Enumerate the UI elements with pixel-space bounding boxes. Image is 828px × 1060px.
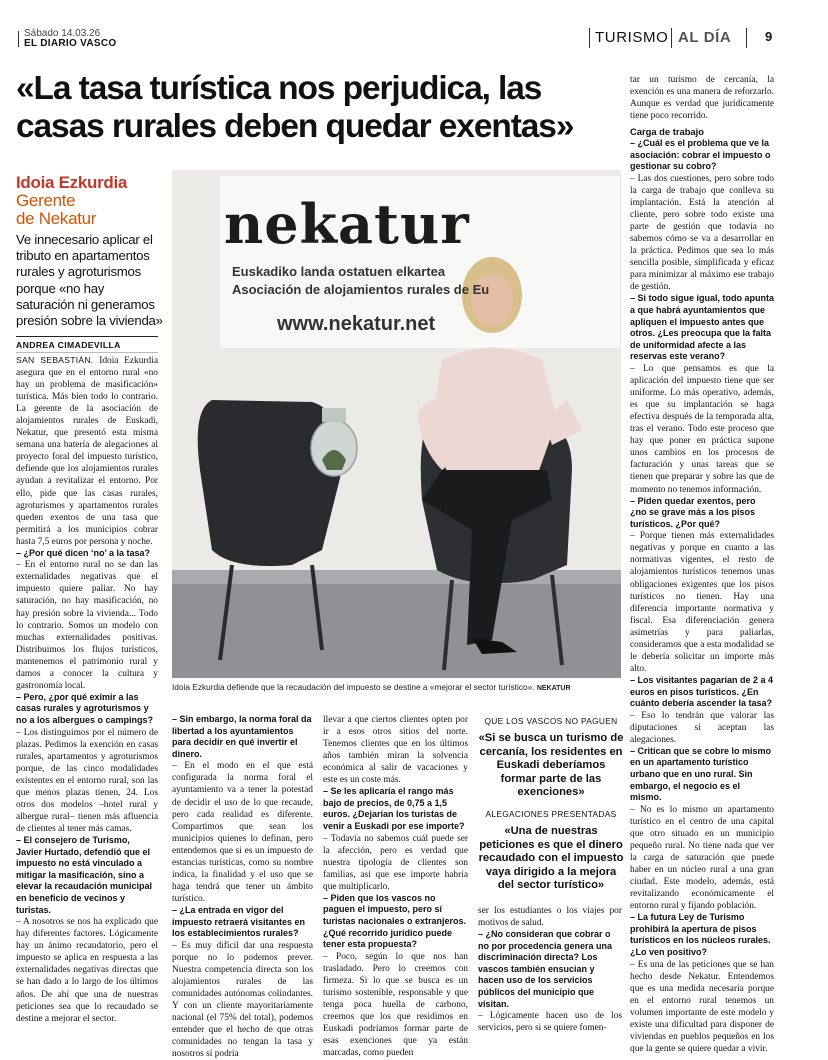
pullquote-2: «Una de nuestras peticiones es que el dinero recaudado con el impuesto vaya dirigido a la mejora del sector turístico» <box>478 824 624 892</box>
header-section: TURISMO <box>595 29 669 46</box>
photo-caption-text: Idoia Ezkurdia defiende que la recaudación del impuesto se destine a «mejorar el sector turístico». <box>172 682 535 692</box>
answer: – En el modo en el que está configurada la norma foral el ayuntamiento va a tener la potestad de decidir el uso de lo que recaude, pero cada realidad es diferente. Compartimos que sean los municipios quienes lo definan, pero entendemos que si es un impuesto de estancias turísticas, como su nombre indica, la finalidad y el uso que se haga tendrá que tener un ámbito turístico. <box>172 761 313 904</box>
question: – Sin embargo, la norma foral da libertad a los ayuntamientos para decidir en qué invertir el dinero. <box>172 714 312 759</box>
column-4 <box>478 905 622 1055</box>
pullquote-title-2: ALEGACIONES PRESENTADAS <box>485 808 617 819</box>
header-paper: EL DIARIO VASCO <box>24 38 117 49</box>
column-3 <box>323 714 468 1059</box>
answer: – Es muy difícil dar una respuesta porque no lo podemos prever. Nuestra competencia directa son los alojamientos rurales de las comunidades autónomas colindantes. Y con un cliente mayoritariamente nacional (el 75% del total), podemos entender que el hecho de que otras comunidades no tengan la tasa y nosotros sí podría <box>172 940 313 1060</box>
answer: – No es lo mismo un apartamento turístico en el centro de una capital que otro situado en un municipio pequeño rural. No tiene nada que ver la carga de saturación que puede haber en un núcleo rural a una gran ciudad. Este modelo, además, está revitalizando económicamente el entorno rural y fijando población. <box>630 804 774 912</box>
profile-lead: Ve innecesario aplicar el tributo en apartamentos rurales y agroturismos porque «no hay saturación ni generamos presión sobre la vivienda» <box>16 232 163 329</box>
question: – ¿Por qué dicen ‘no’ a la tasa? <box>16 547 151 558</box>
header-rule-left <box>18 31 19 47</box>
sign-line1: Euskadiko landa ostatuen elkartea <box>232 264 446 279</box>
answer: – En el entorno rural no se dan las externalidades negativas que el impuesto quiere paliar. No hay saturación, no hay masificación, no hay presión sobre la vivienda... Todo lo contrario. Somos un modelo con muchas externalidades positivas. Distribuimos los flujos turísticos, mantenemos el patrimonio rural y damos a conocer la cultura y gastronomía local. <box>16 560 158 691</box>
question: – Pero, ¿por qué eximir a las casas rurales y agroturismos y no a los albergues o campings? <box>16 691 154 726</box>
paragraph: llevar a que ciertos clientes opten por ir a esos otros sitios del norte. Tenemos clientes que en los últimos años también miran la solvencia económica al salir de vacaciones y este es un coste más. <box>323 715 468 786</box>
column-1 <box>16 354 158 1054</box>
answer: – Todavía no sabemos cuál puede ser la afección, pero es verdad que nuestra tipología de clientes son familias, así que ese importe habría que multiplicarlo. <box>323 833 468 892</box>
sign-line2: Asociación de alojamientos rurales de Eu <box>232 282 490 297</box>
answer: – Poco, según lo que nos han trasladado. Pero lo creemos con firmeza. Si lo que se busca es un turismo sostenible, responsable y que tenga poca huella de carbono, creemos que los que residimos en Euskadi podríamos formar parte de esas exenciones que ya están marcadas, como pueden <box>323 951 468 1059</box>
question: – Critican que se cobre lo mismo en un apartamento turístico urbano que en uno rural. Sin embargo, el negocio es el mismo. <box>630 745 772 803</box>
answer: – Lo que pensamos es que la aplicación del impuesto tiene que ser uniforme. Lo más operativo, además, es que su implantación se haga efectiva después de la temporada alta, tras el verano. Todo este proceso que hay que poner en práctica supone unos cambios en los procesos de facturación y unas tareas que se tienen que preparar y sobre las que de momento no tenemos información. <box>630 364 774 495</box>
question: – Si todo sigue igual, todo apunta a que habrá ayuntamientos que apliquen el impuesto antes que otros. ¿Les preocupa que la falta de uniformidad afecte a las reservas este verano? <box>630 293 774 362</box>
profile-role-line1: Gerente <box>16 191 76 210</box>
intro-paragraph: Idoia Ezkurdia asegura que en el entorno rural «no hay un problema de masificación» turística. Más bien todo lo contrario. La gerente de la asociación de alojamientos rurales de Euskadi, Nekatur, que presentó esta misma semana una batería de alegaciones al proyecto foral del impuesto turístico, defiende que los alojamientos rurales ayudan a revitalizar el entorno. Por ello, pide que las casas rurales, agroturismos y apartamentos rurales queden exentos de una tasa que permitirá a los municipios cobrar hasta 7,5 euros por persona y noche. <box>16 356 159 547</box>
question: – Los visitantes pagarían de 2 a 4 euros en pisos turísticos. ¿En cuánto debería ascender la tasa? <box>630 674 774 709</box>
answer: – Es una de las peticiones que se han hecho desde Nekatur. Entendemos que es una medida necesaria porque en el entorno rural tenemos un volumen importante de este modelo y existe una dificultad para disponer de viviendas en pueblos pequeños en los que la gente se quiere quedar a vivir. <box>630 959 774 1054</box>
question: – La futura Ley de Turismo prohibirá la apertura de pisos turísticos en los núcleos rurales. ¿Lo ven positivo? <box>630 912 771 957</box>
answer: – Los distinguimos por el número de plazas. Pedimos la exención en casas rurales, apartamentos y agroturismos porque, de las cinco modalidades existentes en el entorno rural, son las que menos plazas tienen, 24. Los otros dos modelos –hotel rural y albergue rural– tienen más afluencia de clientes al tener más camas. <box>16 727 158 835</box>
pullquote-title-1: QUE LOS VASCOS NO PAGUEN <box>484 716 618 726</box>
question: – ¿Cuál es el problema que ve la asociación: cobrar el impuesto o gestionar su cobro? <box>630 138 771 172</box>
sign-url: www.nekatur.net <box>277 313 436 335</box>
header-date: Sábado 14.03.26 <box>24 28 101 39</box>
question: – Piden quedar exentos, pero ¿no se grave más a los pisos turísticos. ¿Por qué? <box>630 495 756 529</box>
answer: – A nosotros se nos ha explicado que hay diferentes factores. Lógicamente hay un ánimo recaudatorio, pero el impuesto se aplica en respuesta a las externalidades negativas directas que se han dado a lo largo de los últimos años. De ahí que una de nuestras peticiones sea que lo recaudado se destine a mejorar el sector. <box>16 917 158 1024</box>
paragraph: ser los estudiantes o los viajes por motivos de salud. <box>478 906 622 929</box>
header-section-divider <box>589 28 590 48</box>
question: – El consejero de Turismo, Javier Hurtado, defendió que el impuesto no está vinculado a mitigar la masificación, sino a elevar la recaudación municipal en beneficio de vecinos y turistas. <box>16 835 153 915</box>
question: – Se les aplicaría el rango más bajo de precios, de 0,75 a 1,5 euros. ¿Dejarían los turistas de venir a Euskadi por ese importe? <box>323 786 465 832</box>
question: – ¿No consideran que cobrar o no por procedencia genera una discriminación directa? Los vascos también ensucian y hacen uso de los servicios públicos del municipio que visitan. <box>478 929 613 1009</box>
answer: – Lógicamente hacen uso de los servicios, pero si se quiere fomen- <box>478 1011 622 1034</box>
paragraph: tar un turismo de cercanía, la exención es una manera de reforzarlo. Aunque es verdad que jurídicamente tiene poco recorrido. <box>630 75 774 122</box>
pullquote-box <box>478 716 624 906</box>
question: – ¿La entrada en vigor del impuesto retraerá visitantes en los establecimientos rurales? <box>172 904 306 939</box>
subheading: Carga de trabajo <box>630 126 704 138</box>
dateline: SAN SEBASTIÁN. <box>16 355 94 365</box>
photo-caption <box>172 682 621 694</box>
column-5 <box>630 74 774 1056</box>
header-page-divider <box>746 28 747 48</box>
answer: – Las dos cuestiones, pero sobre todo la carga de trabajo que conlleva su implantación. Está la atención al cliente, pero sobre todo existe una parte de gestión que todavía no sabemos cómo se va a desarrollar en la práctica. Pedimos que sea lo más sencilla posible, simplificada y eficaz para minimizar al máximo ese trabajo de gestión. <box>630 174 774 293</box>
interview-photo <box>172 170 621 678</box>
profile-name: Idoia Ezkurdia <box>16 173 128 192</box>
headline: «La tasa turística nos perjudica, las casas rurales deben quedar exentas» <box>16 70 574 145</box>
photo-credit: NEKATUR <box>536 685 571 692</box>
byline-rule <box>16 336 158 337</box>
header-subsection-divider <box>671 28 672 48</box>
header-page-number: 9 <box>765 29 773 44</box>
question: – Piden que los vascos no paguen el impuesto, pero sí turistas nacionales o extranjeros. ¿Qué recorrido jurídico puede tener esta propuesta? <box>323 892 467 950</box>
answer: – Eso lo tendrán que valorar las diputaciones si aceptan las alegaciones. <box>630 710 774 745</box>
byline: ANDREA CIMADEVILLA <box>16 340 121 350</box>
header-subsection: AL DÍA <box>678 29 732 46</box>
sign-brand: nekatur <box>224 192 470 256</box>
profile-role-line2: de Nekatur <box>16 209 97 228</box>
column-2 <box>172 714 313 1060</box>
pullquote-1: «Si se busca un turismo de cercanía, los residentes en Euskadi deberíamos formar parte de las exenciones» <box>478 732 624 799</box>
answer: – Porque tienen más externalidades negativas y porque en cuanto a las normativas vigentes, el resto de alojamientos turísticos tenemos unas obligaciones exigentes que los pisos turísticos no tienen. Hay una diferencia importante normativa y fiscal. Esa diferenciación genera asimetrías y para paliarlas, consideramos que a esta modalidad se le debería solicitar un importe más alto. <box>630 531 774 674</box>
byline-rule-bottom <box>16 352 158 353</box>
